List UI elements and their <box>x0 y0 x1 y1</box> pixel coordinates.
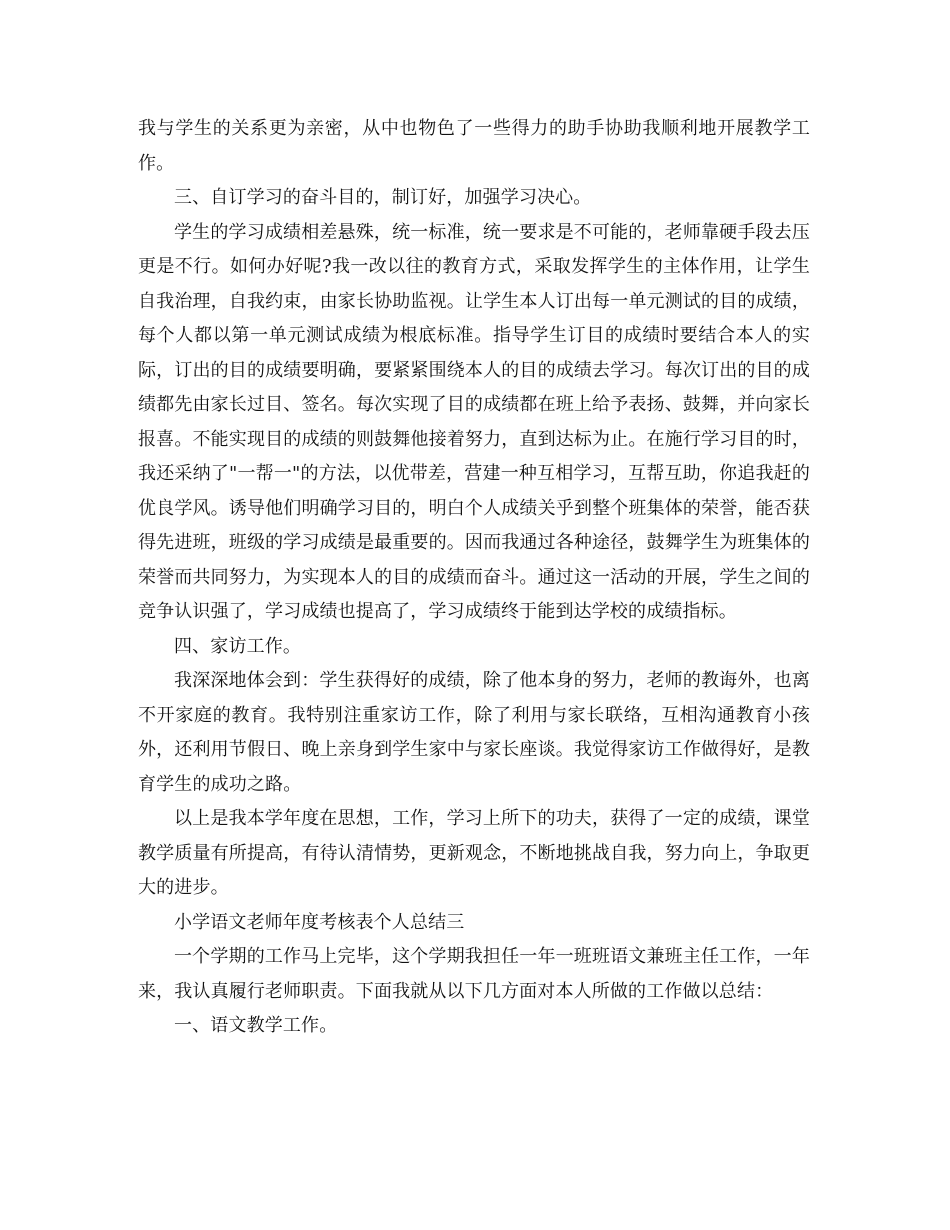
section-heading-chinese-teaching: 一、语文教学工作。 <box>174 1015 338 1036</box>
paragraph-intro: 一个学期的工作马上完毕，这个学期我担任一年一班班语文兼班主任工作，一年来，我认真履行老师职责。下面我就从以下几方面对本人所做的工作做以总结： <box>138 946 810 1002</box>
section-heading-home-visits: 四、家访工作。 <box>174 635 302 657</box>
paragraph-continuation: 我与学生的关系更为亲密，从中也物色了一些得力的助手协助我顺利地开展教学工作。 <box>138 118 810 174</box>
document-subtitle: 小学语文老师年度考核表个人总结三 <box>174 911 465 933</box>
paragraph-conclusion: 以上是我本学年度在思想，工作，学习上所下的功夫，获得了一定的成绩，课堂教学质量有所提高，有待认清情势，更新观念，不断地挑战自我，努力向上，争取更大的进步。 <box>138 808 810 898</box>
section-heading-goals: 三、自订学习的奋斗目的，制订好，加强学习决心。 <box>174 187 592 208</box>
paragraph-home-visits-body: 我深深地体会到：学生获得好的成绩，除了他本身的努力，老师的教诲外，也离不开家庭的教育。我特别注重家访工作，除了利用与家长联络，互相沟通教育小孩外，还利用节假日、晚上亲身到学生家中与家长座谈。我觉得家访工作做得好，是教育学生的成功之路。 <box>138 670 810 795</box>
paragraph-goals-body: 学生的学习成绩相差悬殊，统一标准，统一要求是不可能的，老师靠硬手段去压更是不行。如何办好呢?我一改以往的教育方式，采取发挥学生的主体作用，让学生自我治理，自我约束，由家长协助监视。让学生本人订出每一单元测试的目的成绩，每个人都以第一单元测试成绩为根底标准。指导学生订目的成绩时要结合本人的实际，订出的目的成绩要明确，要紧紧围绕本人的目的成绩去学习。每次订出的目的成绩都先由家长过目、签名。每次实现了目的成绩都在班上给予表扬、鼓舞，并向家长报喜。不能实现目的成绩的则鼓舞他接着努力，直到达标为止。在施行学习目的时，我还采纳了"一帮一"的方法，以优带差，营建一种互相学习，互帮互助，你追我赶的优良学风。诱导他们明确学习目的，明白个人成绩关乎到整个班集体的荣誉，能否获得先进班，班级的学习成绩是最重要的。因而我通过各种途径，鼓舞学生为班集体的荣誉而共同努力，为实现本人的目的成绩而奋斗。通过这一活动的开展，学生之间的竞争认识强了，学习成绩也提高了，学习成绩终于能到达学校的成绩指标。 <box>138 221 810 622</box>
